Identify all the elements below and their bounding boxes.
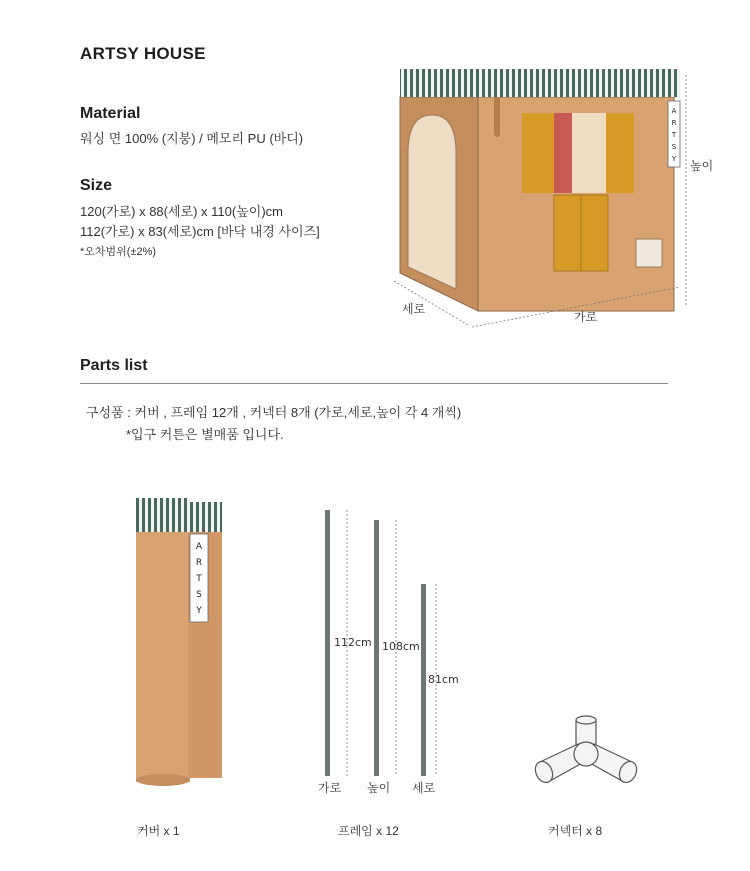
frame-length-width: 112cm (334, 636, 372, 649)
frame-length-depth: 81cm (428, 673, 459, 686)
cover-roll-main (136, 498, 190, 782)
curtain-left (522, 113, 554, 193)
cover-illustration (130, 490, 230, 790)
parts-composition: 구성품 : 커버 , 프레임 12개 , 커넥터 8개 (가로,세로,높이 각 4 개씩) (86, 405, 462, 420)
sign-letter: R (671, 119, 677, 127)
size-line-1: 120(가로) x 88(세로) x 110(높이)cm (80, 204, 283, 219)
label-width: 가로 (574, 310, 598, 324)
house-pole-top (494, 97, 500, 137)
cover-letter: Y (196, 606, 202, 616)
sign-letter: S (671, 143, 677, 151)
curtain-cream (572, 113, 606, 193)
frames-caption: 프레임 x 12 (338, 824, 399, 838)
sign-letter: Y (671, 155, 677, 163)
house-roof (400, 69, 680, 97)
sign-letter: T (671, 131, 677, 139)
section-divider (80, 383, 668, 384)
connector-illustration (520, 710, 660, 800)
frame-pole-depth (421, 584, 426, 776)
frame-name-depth: 세로 (412, 781, 436, 795)
material-text: 워싱 면 100% (지붕) / 메모리 PU (바디) (80, 131, 304, 146)
parts-note: *입구 커튼은 별매품 입니다. (126, 427, 284, 442)
cover-letter: T (196, 574, 202, 584)
frame-name-width: 가로 (318, 781, 342, 795)
page-title: ARTSY HOUSE (80, 44, 206, 63)
size-line-2: 112(가로) x 83(세로)cm [바닥 내경 사이즈] (80, 224, 320, 239)
connector-icon (532, 716, 640, 785)
curtain-right (606, 113, 634, 193)
size-heading: Size (80, 177, 113, 194)
cover-letter: A (195, 542, 203, 552)
parts-heading: Parts list (80, 357, 148, 374)
cover-letter: R (195, 558, 203, 568)
material-heading: Material (80, 105, 141, 122)
sign-letter: A (671, 107, 677, 115)
house-diagram (380, 55, 720, 335)
cover-letter: S (196, 590, 202, 600)
frame-name-height: 높이 (367, 781, 391, 795)
label-depth: 세로 (402, 302, 426, 316)
size-note: *오차범위(±2%) (80, 246, 157, 258)
curtain-red (554, 113, 572, 193)
small-window (636, 239, 662, 267)
arch-door (408, 115, 456, 289)
frame-length-height: 108cm (382, 640, 420, 653)
label-height: 높이 (690, 159, 714, 173)
cover-caption: 커버 x 1 (137, 824, 180, 838)
frame-pole-height (374, 520, 379, 776)
frames-illustration (310, 500, 459, 800)
frame-pole-width (325, 510, 330, 776)
connector-caption: 커넥터 x 8 (548, 824, 603, 838)
cover-roll-stripes (136, 498, 190, 532)
